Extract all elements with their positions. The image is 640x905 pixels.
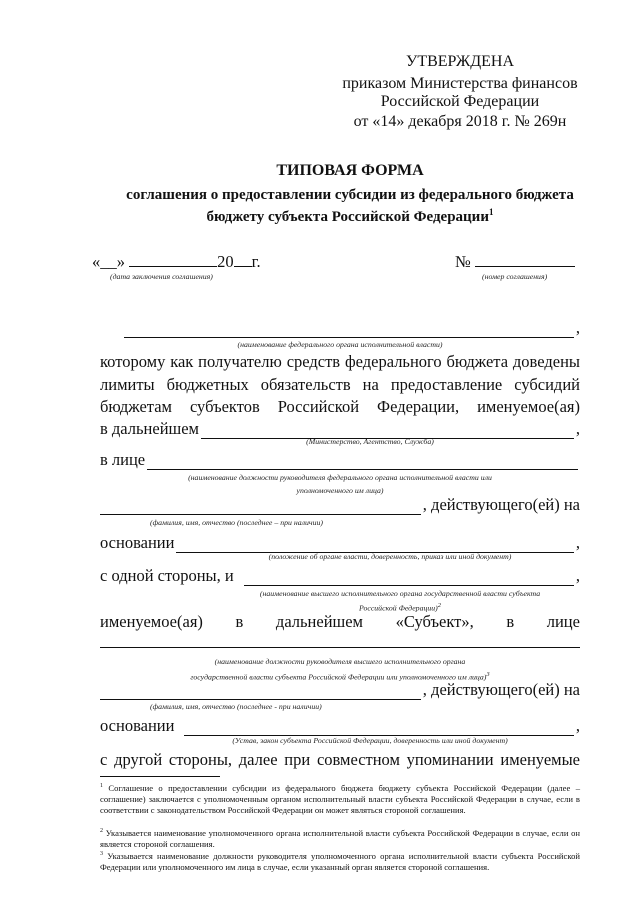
- form-subtitle: [90, 207, 610, 226]
- label: , действующего(ей) на: [422, 495, 580, 514]
- subject-field[interactable]: с одной стороны, и ,: [100, 566, 580, 585]
- subject-caption: (наименование высшего исполнительного органа государственной власти субъекта: [259, 589, 541, 598]
- head-position-field[interactable]: [100, 450, 580, 470]
- ministry-caption: (Министерство, Агентство, Служба): [306, 437, 434, 446]
- approval-title: УТВЕРЖДЕНА: [405, 53, 514, 70]
- year-suffix: г.: [251, 252, 261, 271]
- word: «Субъект»,: [395, 612, 474, 631]
- approval-line: приказом Министерства финансов: [342, 75, 578, 92]
- footnote-divider: [100, 776, 220, 777]
- basis-caption: (положение об органе власти, доверенность, приказ или иной документ): [268, 552, 512, 561]
- subject-head-caption: (наименование должности руководителя высшего исполнительного органа: [214, 657, 466, 666]
- label: , действующего(ей) на: [422, 680, 580, 699]
- footnote-text: Соглашение о предоставлении субсидии из федерального бюджета бюджету субъекта Российской Федерации (далее – соглашение) заключается с уполномоченным органом исполнительный власти субъекта Российской Федерации в случае, если в соответствии с законодательством Российской Федерации он может являться стороной соглашения.: [100, 782, 580, 816]
- year-prefix: 20: [217, 252, 234, 271]
- basis-field[interactable]: основании ,: [100, 533, 580, 552]
- footnote-number: 1: [100, 783, 103, 789]
- word: в: [506, 612, 515, 631]
- head-caption: (наименование должности руководителя федерального органа исполнительной власти или: [188, 473, 492, 482]
- org-caption: (наименование федерального органа исполнительной власти): [237, 340, 443, 349]
- word: лице: [546, 612, 580, 631]
- word: дальнейшем: [275, 612, 363, 631]
- label: основании: [100, 716, 175, 735]
- label: с одной стороны, и: [100, 566, 234, 585]
- named-line: [100, 612, 580, 632]
- org-name-field[interactable]: ,: [122, 318, 580, 338]
- footnote-number: 3: [100, 851, 103, 857]
- fio-field-2[interactable]: [100, 680, 580, 700]
- word: именуемое(ая): [100, 612, 203, 631]
- form-subtitle: соглашения о предоставлении субсидии из федерального бюджета: [126, 187, 574, 203]
- head-caption: уполномоченного им лица): [296, 486, 384, 495]
- ministry-field[interactable]: в дальнейшем ,: [100, 419, 580, 438]
- basis-field-2[interactable]: основании ,: [100, 716, 580, 735]
- body-line: лимиты бюджетных обязательств на предоставление субсидий: [100, 375, 580, 394]
- footnote-text: Указывается наименование уполномоченного органа исполнительной власти субъекта Российской Федерации в случае, если он является стороной соглашения.: [100, 827, 581, 850]
- subtitle-text: бюджету субъекта Российской Федерации: [206, 209, 489, 225]
- day-blank: «__»: [92, 252, 125, 271]
- footnote-text: Указывается наименование должности руководителя уполномоченного органа исполнительной власти субъекта Российской Федерации или уполномоченного им лица в случае, если указанный орган является стороной соглашения.: [100, 850, 580, 873]
- basis-caption: (Устав, закон субъекта Российской Федерации, доверенность или иной документ): [232, 736, 508, 745]
- footnote-number: 2: [100, 828, 103, 834]
- caption-text: Российской Федерации): [358, 603, 438, 613]
- body-line: бюджетам субъектов Российской Федерации, именуемое(ая): [100, 397, 580, 416]
- number-sign: №: [455, 252, 471, 271]
- date-caption: (дата заключения соглашения): [110, 272, 213, 281]
- form-title: ТИПОВАЯ ФОРМА: [276, 162, 424, 179]
- footnote: [100, 826, 580, 850]
- fio-field[interactable]: [100, 495, 580, 515]
- label: в лице: [100, 450, 146, 469]
- label: основании: [100, 533, 175, 552]
- number-caption: (номер соглашения): [482, 272, 548, 281]
- footnote: [100, 849, 580, 873]
- footnote: [100, 781, 580, 817]
- footnote-ref: 1: [488, 207, 494, 217]
- subject-head-field[interactable]: [100, 632, 580, 648]
- word: в: [235, 612, 244, 631]
- fio-caption: (фамилия, имя, отчество (последнее - при наличии): [150, 702, 322, 711]
- date-field[interactable]: [92, 252, 261, 272]
- body-line: которому как получателю средств федерального бюджета доведены: [100, 352, 580, 371]
- fio-caption: (фамилия, имя, отчество (последнее – при наличии): [150, 518, 324, 527]
- label: в дальнейшем: [100, 419, 199, 438]
- footnote-ref: 2: [437, 602, 442, 609]
- number-field[interactable]: [455, 252, 575, 272]
- approval-line: от «14» декабря 2018 г. № 269н: [353, 113, 567, 130]
- approval-line: Российской Федерации: [380, 93, 540, 110]
- body-line: с другой стороны, далее при совместном упоминании именуемые: [100, 750, 580, 769]
- footnote-ref: 3: [486, 671, 490, 678]
- caption-text: государственной власти субъекта Российской Федерации или уполномоченного им лица): [190, 672, 487, 682]
